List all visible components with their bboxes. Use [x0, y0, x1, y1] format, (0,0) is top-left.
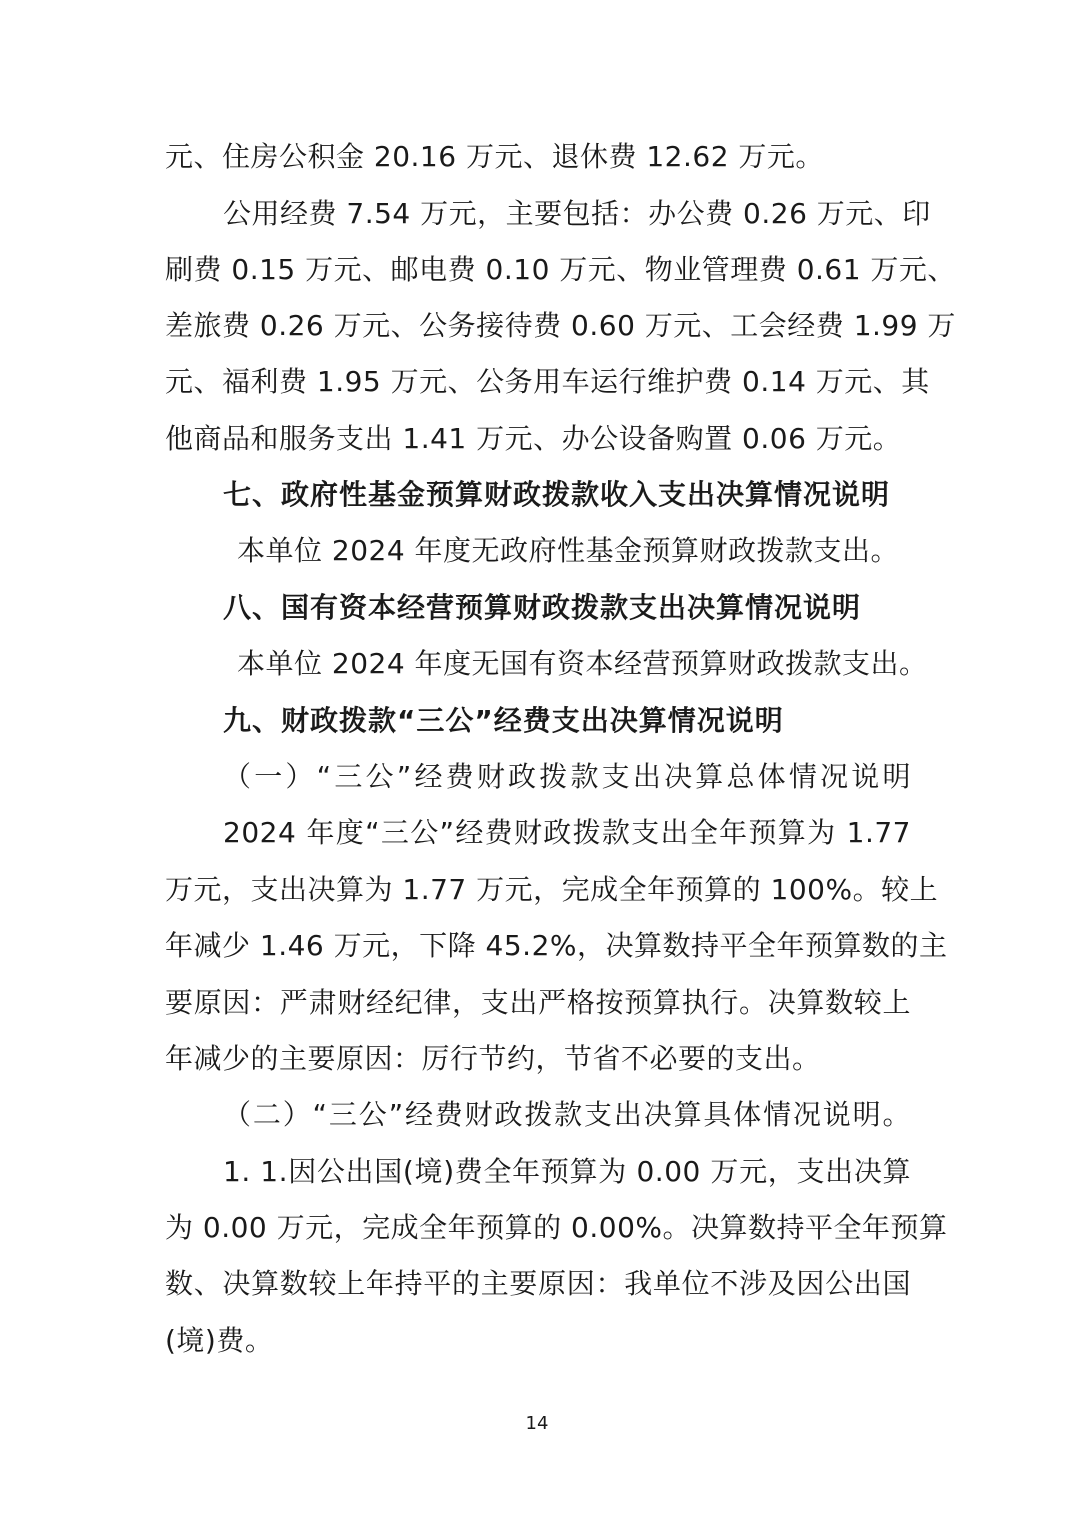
paragraph-line: (境)费。	[165, 1324, 274, 1357]
paragraph-line: 元、住房公积金 20.16 万元、退休费 12.62 万元。	[165, 140, 824, 173]
section-heading: 七、政府性基金预算财政拨款收入支出决算情况说明	[223, 478, 891, 511]
paragraph-line: 要原因：严肃财经纪律，支出严格按预算执行。决算数较上	[165, 986, 911, 1019]
paragraph-line: 元、福利费 1.95 万元、公务用车运行维护费 0.14 万元、其	[165, 365, 930, 398]
paragraph-line: 他商品和服务支出 1.41 万元、办公设备购置 0.06 万元。	[165, 422, 902, 455]
section-heading: 九、财政拨款“三公”经费支出决算情况说明	[223, 704, 784, 737]
sub-heading: （一）“三公”经费财政拨款支出决算总体情况说明	[223, 760, 911, 793]
paragraph-line: 本单位 2024 年度无政府性基金预算财政拨款支出。	[237, 534, 900, 567]
paragraph-line: 差旅费 0.26 万元、公务接待费 0.60 万元、工会经费 1.99 万	[165, 309, 956, 342]
paragraph-line: 公用经费 7.54 万元，主要包括：办公费 0.26 万元、印	[223, 197, 931, 230]
section-heading: 八、国有资本经营预算财政拨款支出决算情况说明	[223, 591, 862, 624]
paragraph-line: 刷费 0.15 万元、邮电费 0.10 万元、物业管理费 0.61 万元、	[165, 253, 956, 286]
sub-heading: （二）“三公”经费财政拨款支出决算具体情况说明。	[223, 1098, 911, 1131]
paragraph-line: 年减少 1.46 万元，下降 45.2%，决算数持平全年预算数的主	[165, 929, 948, 962]
paragraph-line: 2024 年度“三公”经费财政拨款支出全年预算为 1.77	[223, 816, 911, 849]
paragraph-line: 1. 1.因公出国(境)费全年预算为 0.00 万元，支出决算	[223, 1155, 911, 1188]
paragraph-line: 本单位 2024 年度无国有资本经营预算财政拨款支出。	[237, 647, 928, 680]
paragraph-line: 数、决算数较上年持平的主要原因：我单位不涉及因公出国	[165, 1267, 911, 1300]
paragraph-line: 为 0.00 万元，完成全年预算的 0.00%。决算数持平全年预算	[165, 1211, 948, 1244]
page-number: 14	[525, 1413, 549, 1434]
paragraph-line: 万元，支出决算为 1.77 万元，完成全年预算的 100%。较上	[165, 873, 939, 906]
paragraph-line: 年减少的主要原因：厉行节约，节省不必要的支出。	[165, 1042, 821, 1075]
